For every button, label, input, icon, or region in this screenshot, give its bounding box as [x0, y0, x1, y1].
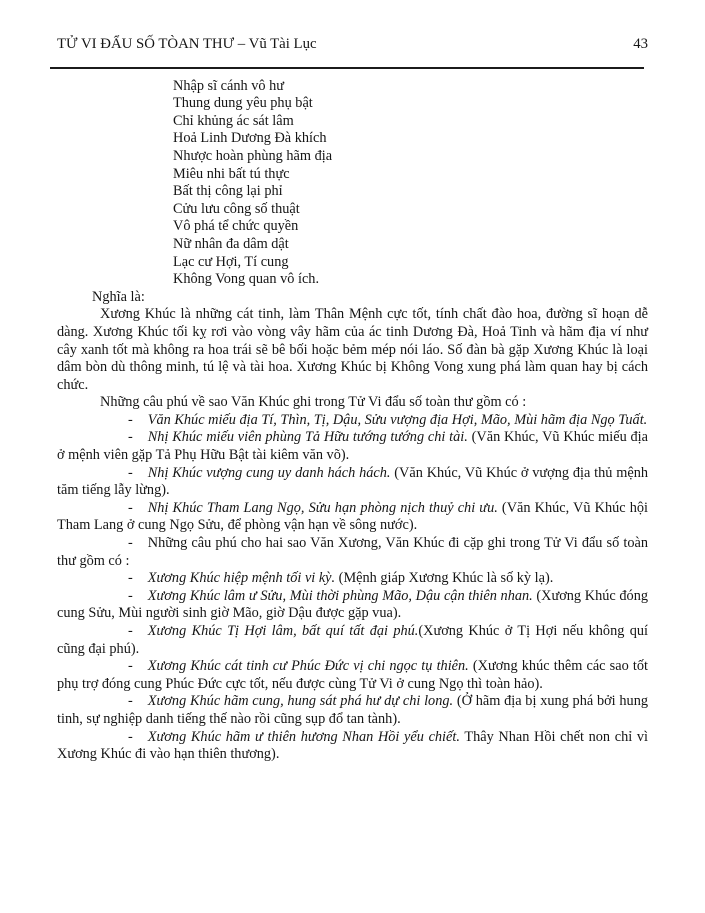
phu-text-roman: Những câu phú cho hai sao Văn Xương, Văn Khúc đi cặp ghi trong Tử Vi đẩu số toàn thư gồm có : [57, 535, 648, 569]
phu-text-italic: Xương Khúc hãm ư thiên hương Nhan Hồi yểu chiết. [147, 728, 460, 745]
phu-intro: Những câu phú về sao Văn Khúc ghi trong Tử Vi đẩu số toàn thư gồm có : [100, 394, 527, 411]
phu-text-italic: Văn Khúc miếu địa Tí, Thìn, Tị, Dậu, Sửu vượng địa Hợi, Mão, Mùi hãm địa Ngọ Tuất. [147, 411, 648, 428]
phu-text-roman: (Văn Khúc, Vũ Khúc hội Tham Lang ở cung Ngọ Sửu, để phòng vận hạn về sông nước). [57, 499, 648, 534]
list-dash: - [128, 429, 133, 446]
phu-text-roman: (Xương Khúc đóng cung Sửu, Mùi người sinh giờ Mão, giờ Dậu được gặp vua). [57, 587, 648, 622]
phu-text-italic: Xương Khúc hiệp mệnh tối vi kỳ. [147, 570, 336, 587]
list-dash: - [128, 658, 133, 675]
phu-item [57, 588, 648, 623]
poem-line: Vô phá tể chức quyền [173, 218, 299, 235]
phu-text-italic: Nhị Khúc miếu viên phùng Tả Hữu tướng tướng chi tài. [147, 429, 468, 446]
phu-text-roman: (Ở hãm địa bị xung phá bởi hung tinh, sự nghiệp danh tiếng thế nào rồi cũng sụp đổ tan tành). [57, 693, 648, 727]
list-dash: - [128, 570, 133, 587]
meaning-label: Nghĩa là: [92, 288, 145, 305]
phu-text-roman: (Văn Khúc, Vũ Khúc miếu địa ở mệnh viên gặp Tả Phụ Hữu Bật tài kiêm văn võ). [57, 429, 648, 464]
poem-line: Bất thị công lại phỉ [173, 183, 283, 200]
phu-item [57, 623, 648, 658]
list-dash: - [128, 587, 133, 604]
list-dash: - [128, 464, 133, 481]
poem-block [173, 78, 648, 289]
phu-item [57, 500, 648, 535]
phu-item [57, 693, 648, 728]
poem-line: Chỉ khủng ác sát lâm [173, 112, 294, 129]
list-dash: - [128, 623, 133, 639]
list-dash: - [128, 535, 133, 552]
phu-text-italic: Nhị Khúc Tham Lang Ngọ, Sửu hạn phòng nịch thuỷ chi ưu. [147, 499, 498, 516]
phu-item [57, 729, 648, 764]
phu-text-roman: (Xương khúc thêm các sao tốt phụ trợ đóng cung Phúc Đức cực tốt, nếu được cùng Tử Vi ở cung Ngọ thì toàn hảo). [57, 658, 648, 692]
explanation-paragraph: Xương Khúc là những cát tinh, làm Thân Mệnh cực tốt, tính chất đào hoa, đường sĩ hoạn dễ dàng. Xương Khúc tối kỵ rơi vào vòng vây hãm của ác tinh Dương Đà, Hoả Tinh và hãm địa ví như cây xanh tốt mà không ra hoa trái sẽ bê bối hoặc bẻm mép nói láo. Số đàn bà gặp Xương Khúc là loại dâm bòn dù thông minh, tú lệ và tài hoa. Xương Khúc bị Không Vong xung phá làm quan hay bị cách chức. [57, 306, 648, 393]
poem-line: Nhược hoàn phùng hãm địa [173, 147, 333, 164]
phu-text-italic: Xương Khúc hãm cung, hung sát phá hư dự chi long. [147, 693, 454, 710]
list-dash: - [128, 411, 133, 428]
phu-list [57, 412, 648, 764]
list-dash: - [128, 728, 133, 745]
phu-text-roman: Thây Nhan Hồi chết non chỉ vì Xương Khúc đi vào hạn thiên thương). [57, 728, 648, 763]
list-dash: - [128, 499, 133, 516]
phu-text-roman: (Mệnh giáp Xương Khúc là số kỳ lạ). [335, 570, 554, 587]
phu-text-italic: Nhị Khúc vượng cung uy danh hách hách. [147, 464, 391, 481]
phu-text-italic: Xương Khúc cát tinh cư Phúc Đức vị chi ngọc tụ thiên. [147, 658, 469, 675]
phu-text-roman: (Văn Khúc, Vũ Khúc ở vượng địa thủ mệnh tăm tiếng lẫy lừng). [57, 464, 648, 499]
poem-line: Miêu nhi bất tú thực [173, 165, 290, 182]
poem-line: Cửu lưu công số thuật [173, 200, 300, 217]
poem-line: Nhập sĩ cánh vô hư [173, 77, 284, 94]
phu-item [57, 658, 648, 693]
poem-line: Nữ nhân đa dâm dật [173, 235, 289, 252]
phu-item [57, 535, 648, 570]
phu-item [57, 412, 648, 430]
poem-line: Hoả Linh Dương Đà khích [173, 130, 327, 147]
phu-text-roman: (Xương Khúc ở Tị Hợi nếu không quí cũng đại phú). [57, 623, 648, 657]
header-rule [50, 67, 644, 69]
list-dash: - [128, 693, 133, 710]
phu-text-italic: Xương Khúc Tị Hợi lâm, bất quí tất đại phú. [147, 623, 419, 639]
book-title: TỬ VI ĐẨU SỐ TÒAN THƯ – Vũ Tài Lục [57, 36, 317, 52]
page-header [57, 36, 648, 54]
phu-item [57, 465, 648, 500]
phu-text-italic: Xương Khúc lâm ư Sửu, Mùi thời phùng Mão, Dậu cận thiên nhan. [147, 587, 533, 604]
page-number: 43 [633, 36, 648, 52]
poem-line: Lạc cư Hợi, Tí cung [173, 253, 289, 270]
phu-item [57, 429, 648, 464]
poem-line: Không Vong quan vô ích. [173, 271, 320, 288]
phu-item [57, 570, 648, 588]
poem-line: Thung dung yêu phụ bật [173, 95, 313, 112]
